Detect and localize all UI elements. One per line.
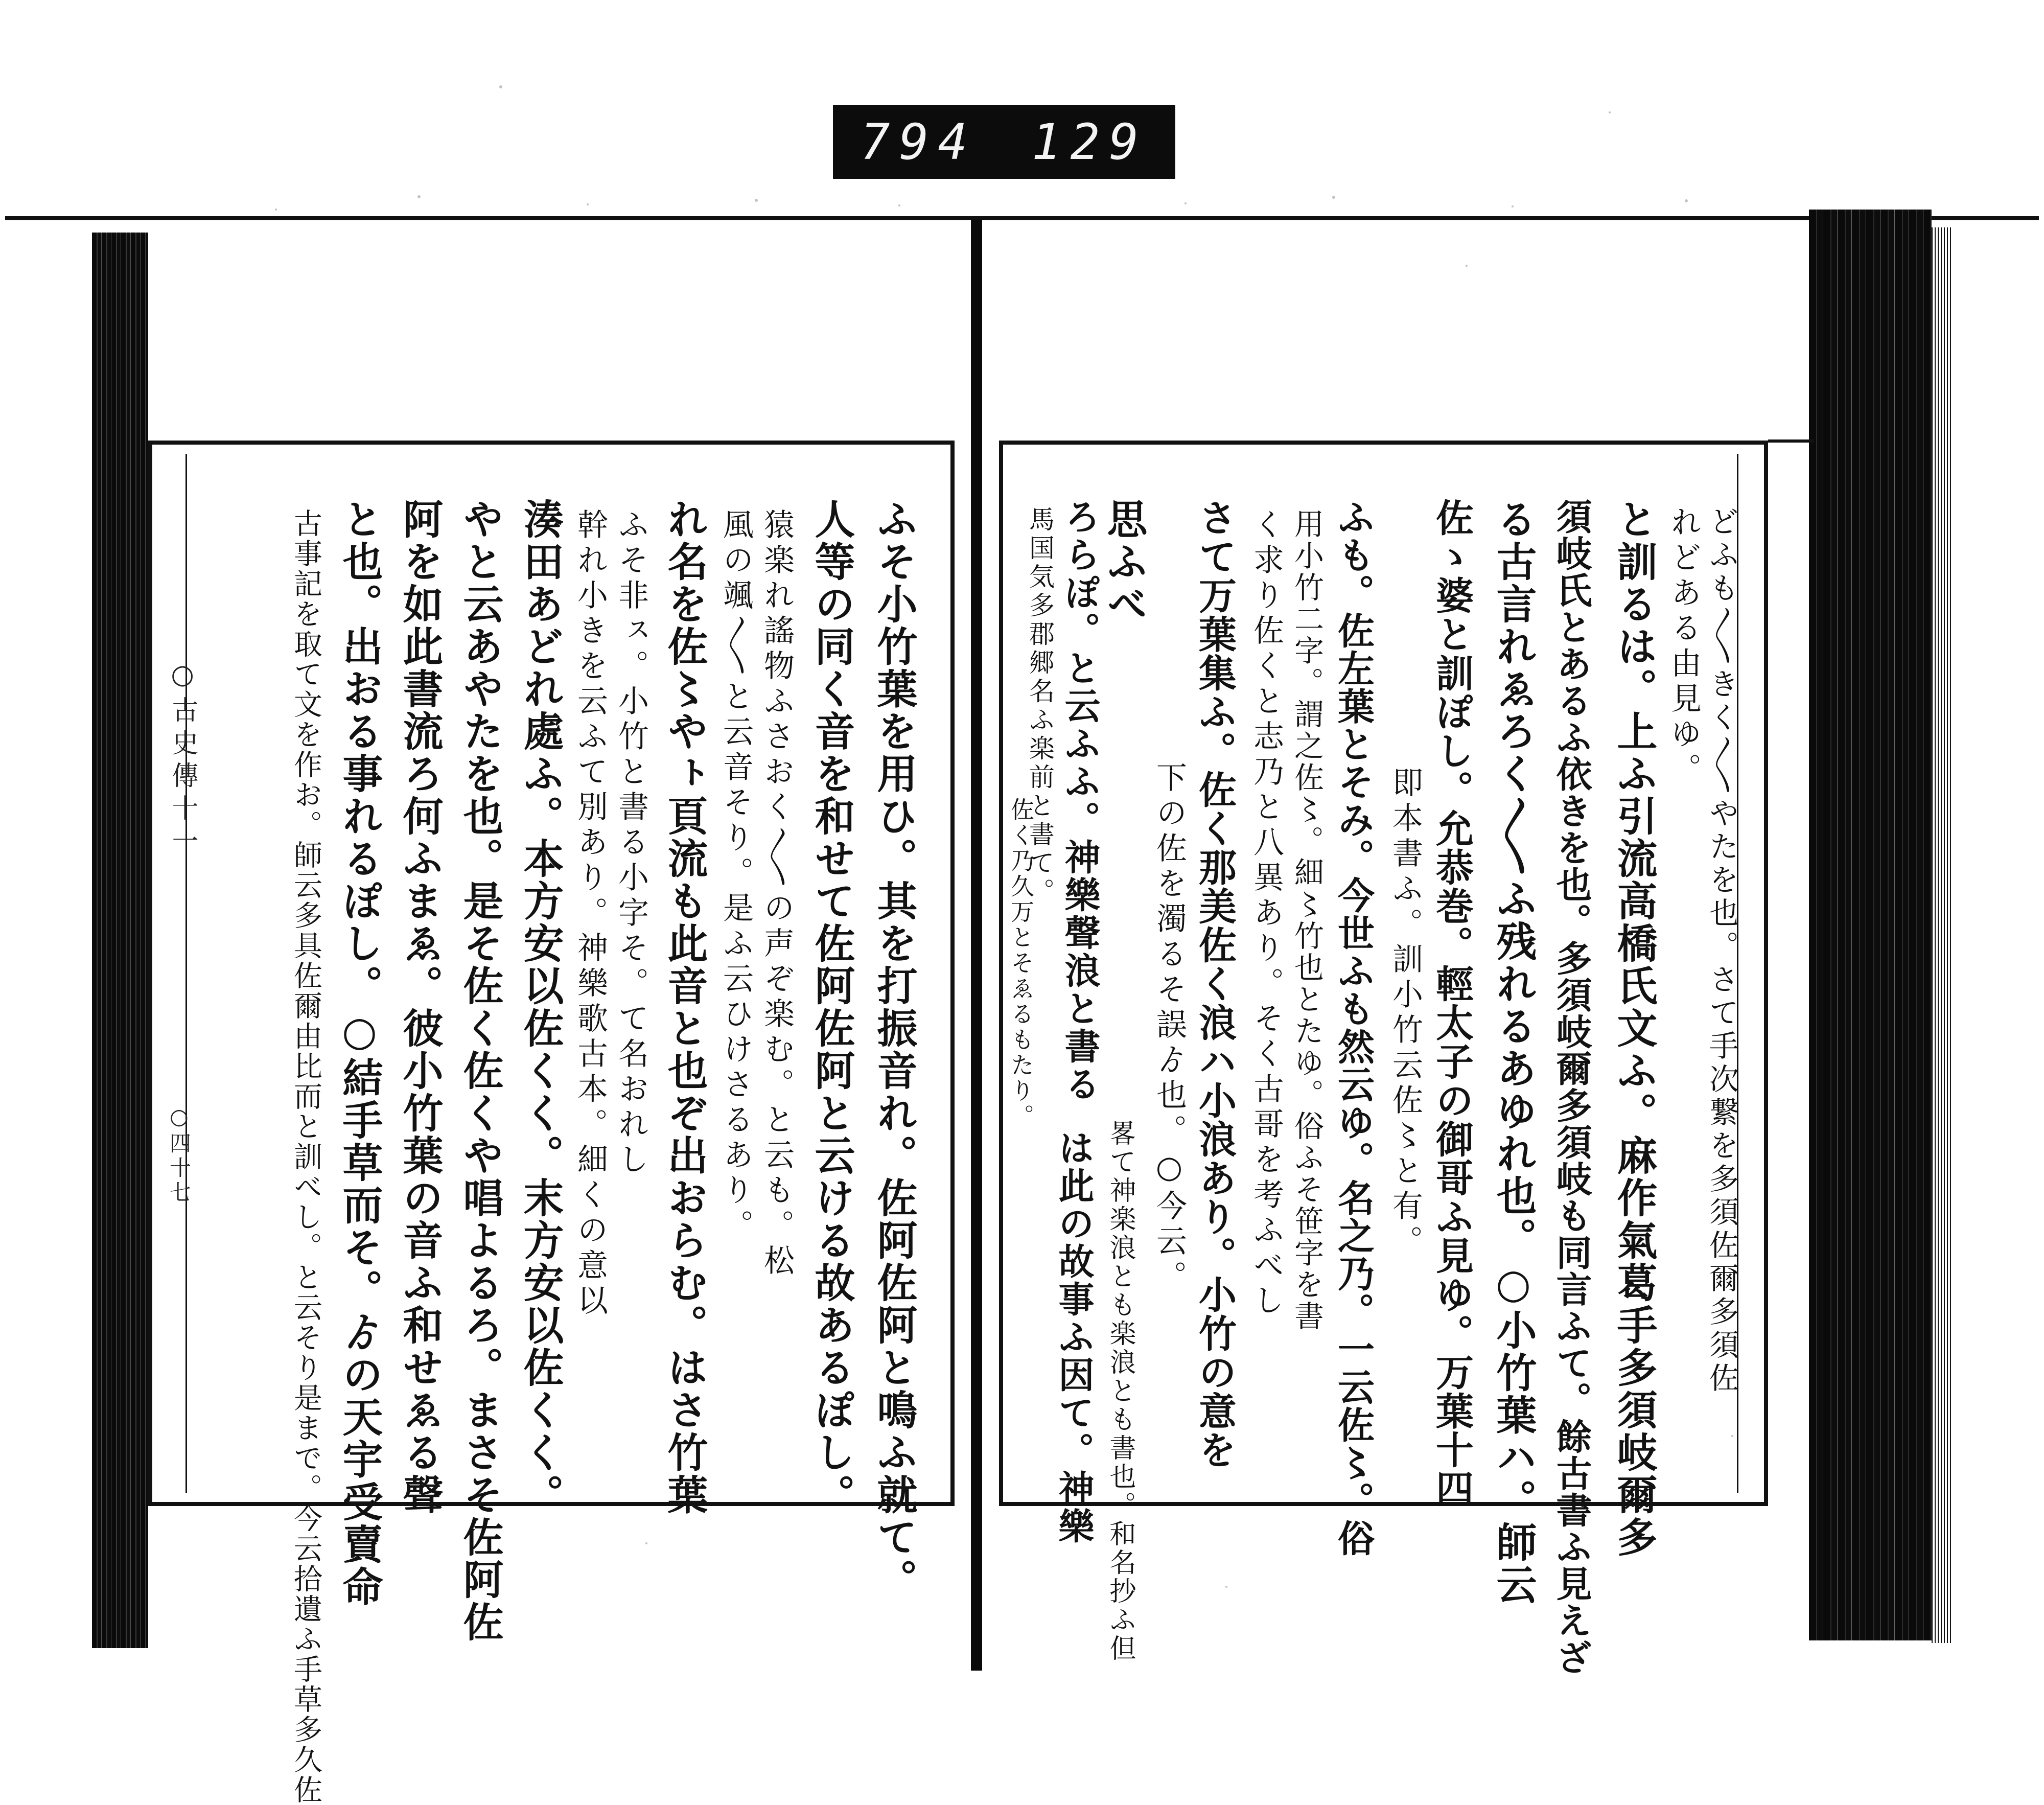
left-column-6: ふそ非ㇲ。小竹と書る小字そ。て名おれし [613, 508, 649, 1178]
running-title: ○古史傳十一 [167, 659, 198, 860]
page-number: ○四十七 [167, 1104, 192, 1206]
right-fore-edge-fringe [1932, 227, 1952, 1643]
right-column-4: 須岐氏とあるふ依きを也。多須岐爾多須岐も同言ふて。餘古書ふ見えざ [1550, 498, 1593, 1676]
microfilm-frame-label [833, 105, 1175, 179]
right-column-16: 馬国気多郡郷名ふ楽前と書て。 [1025, 506, 1055, 907]
right-column-2: れどある由見ゆ。 [1666, 506, 1702, 788]
right-column-18: 佐く乃久万とそゑるもたり。 [1007, 797, 1035, 1129]
left-fore-edge [92, 233, 148, 1648]
left-column-3: 猿楽れ謠物ふさおく〳〵の声ぞ楽む。と云も。松 [759, 508, 795, 1280]
right-column-10: く求り佐くと志乃と八異あり。そく古哥を考ふべし [1248, 508, 1284, 1320]
right-column-9: 用小竹二字。謂之佐〻。細〻竹也とたゆ。俗ふそ笹字を書 [1289, 508, 1324, 1332]
right-column-5: る古言れゑろく〳〵ふ残れるあゆれ也。○小竹葉ハ。師云 [1490, 498, 1537, 1606]
left-column-5: れ名を佐〻やㇳ頁流も此音と也ぞ出おらむ。はさ竹葉 [661, 498, 708, 1516]
frame-number-right: 129 [1031, 113, 1148, 171]
book-gutter [971, 220, 982, 1671]
right-page-top-margin-line [1768, 439, 1814, 443]
right-column-12: 下の佐を濁るそ誤ゟ也。○今云。 [1151, 761, 1187, 1295]
left-column-11: と也。出おる事れるぽし。○結手草而そ。ゟの天宇受賣命 [336, 498, 383, 1608]
left-column-4: 風の颯〳〵と云音そり。是ふ云ひけさるあり。 [718, 508, 754, 1244]
left-column-7: 幹れ小きを云ふて別あり。神樂歌古本。細くの意以 [572, 508, 608, 1320]
right-column-11: さて万葉集ふ。佐く那美佐く浪ハ小浪あり。小竹の意を [1193, 498, 1237, 1469]
left-column-12: 古事記を取て文を作お。師云多具佐爾由比而と訓べし。と云そり是まで。今云拾遺ふ手草多久佐 [289, 508, 322, 1805]
right-column-17: は此の故事ふ因て。神樂 [1053, 1129, 1095, 1545]
frame-number-left: 794 [860, 113, 977, 171]
right-column-14: ろらぽ。と云ふふ。神樂聲浪と書る [1059, 498, 1101, 1103]
right-column-6: 佐ゝ婆と訓ぽし。允恭巻。輕太子の御哥ふ見ゆ。万葉十四 [1430, 498, 1474, 1508]
left-column-2: 人等の同く音を和せて佐阿佐阿と云ける故あるぽし。 [808, 498, 855, 1516]
left-column-10: 阿を如此書流ろ何ふまゑ。彼小竹葉の音ふ和せゑる聲 [396, 498, 444, 1516]
right-column-3: と訓るは。上ふ引流高橋氏文ふ。麻作氣葛手多須岐爾多 [1610, 498, 1658, 1559]
left-column-1: ふそ小竹葉を用ひ。其を打振音れ。佐阿佐阿と鳴ふ就て。 [870, 498, 918, 1601]
right-column-15: 畧て神楽浪とも楽浪とも書也。和名抄ふ但 [1105, 1119, 1135, 1663]
left-column-9: やと云あやたを也。是そ佐く佐くや唱よるろ。まさそ佐阿佐 [456, 498, 504, 1644]
top-edge-rule [5, 216, 2039, 220]
left-column-8: 湊田あどれ處ふ。本方安以佐くく。末方安以佐くく。 [517, 498, 564, 1516]
right-column-7: 即本書ふ。訓小竹云佐〻と有。 [1387, 767, 1423, 1260]
right-column-13: 思ふべ [1100, 498, 1148, 626]
right-fore-edge [1809, 210, 1932, 1640]
right-column-8: ふも。佐左葉とそみ。今世ふも然云ゆ。名之乃。一云佐〻。俗 [1332, 498, 1375, 1557]
right-column-1: どふも〳〵きく〳〵やたを也。さて手次繋を多須佐爾多須佐 [1704, 506, 1739, 1396]
